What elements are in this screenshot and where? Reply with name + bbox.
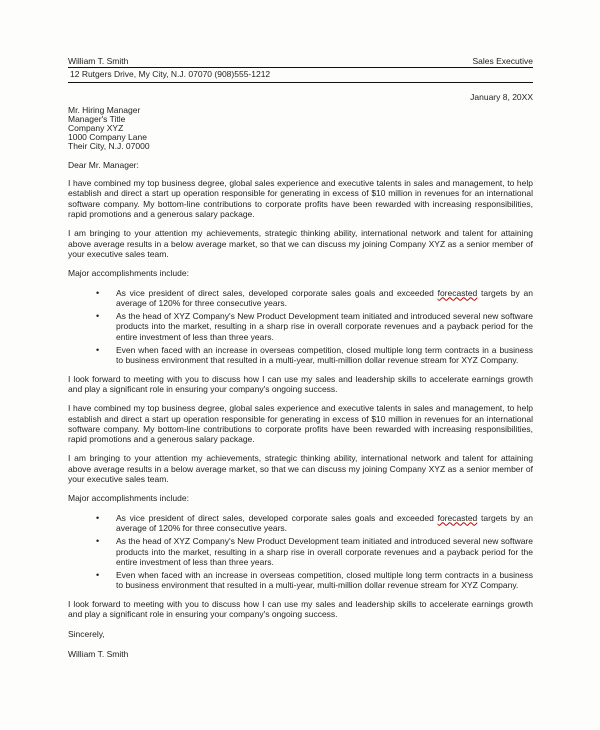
bullet-text-fragment: targets by an average of 120% for three consecutive years. <box>116 287 533 308</box>
accomplishment-text: Even when faced with an increase in overseas competition, closed multiple long term contracts in a business to business environment that resulted in a multi-year, multi-million dollar revenue stream for XYZ Company. <box>116 345 533 366</box>
accomplishments-list <box>68 288 533 366</box>
recipient-line: Manager's Title <box>68 113 126 124</box>
recipient-block <box>68 106 533 151</box>
letter-body-section-1 <box>68 178 533 394</box>
salutation: Dear Mr. Manager: <box>68 159 139 170</box>
recipient-line: Mr. Hiring Manager <box>68 104 141 115</box>
letterhead <box>68 56 533 83</box>
bullet-icon: • <box>96 287 100 298</box>
sender-address-line: 12 Rutgers Drive, My City, N.J. 07070 (908)555-1212 <box>68 68 533 82</box>
attention-paragraph: I am bringing to your attention my achievements, strategic thinking ability, international network and talent for attaining above average results in a below average market, so that we can discuss my joining Company XYZ as a senior member of your executive sales team. <box>68 453 533 485</box>
sender-job-title: Sales Executive <box>472 56 533 66</box>
closing-paragraph: I look forward to meeting with you to discuss how I can use my sales and leadership skills to accelerate earnings growth and play a significant role in ensuring your company's ongoing success. <box>68 598 533 619</box>
list-item <box>68 536 533 567</box>
letter-body-section-2 <box>68 403 533 619</box>
spellcheck-flagged-word: forecasted <box>437 287 478 298</box>
list-item <box>68 288 533 309</box>
accomplishments-heading: Major accomplishments include: <box>68 268 189 279</box>
letterhead-top-row <box>68 56 533 68</box>
accomplishments-heading: Major accomplishments include: <box>68 493 189 504</box>
recipient-line: 1000 Company Lane <box>68 131 147 142</box>
bullet-text-fragment: targets by an average of 120% for three consecutive years. <box>116 512 533 533</box>
complimentary-close: Sincerely, <box>68 629 105 640</box>
accomplishment-text: As the head of XYZ Company's New Product Development team initiated and introduced several new software products into the market, resulting in a sharp rise in overall corporate revenues and a payback period for the entire investment of less than three years. <box>116 311 533 342</box>
bullet-icon: • <box>96 345 100 356</box>
attention-paragraph: I am bringing to your attention my achievements, strategic thinking ability, international network and talent for attaining above average results in a below average market, so that we can discuss my joining Company XYZ as a senior member of your executive sales team. <box>68 228 533 259</box>
accomplishment-text: As the head of XYZ Company's New Product Development team initiated and introduced several new software products into the market, resulting in a sharp rise in overall corporate revenues and a payback period for the entire investment of less than three years. <box>116 536 533 567</box>
list-item <box>68 570 533 591</box>
bullet-icon: • <box>96 570 100 581</box>
bullet-text-fragment: As vice president of direct sales, developed corporate sales goals and exceeded <box>116 287 438 298</box>
list-item <box>68 311 533 342</box>
sender-name: William T. Smith <box>68 56 129 66</box>
bullet-icon: • <box>96 512 100 523</box>
bullet-icon: • <box>96 311 100 322</box>
intro-paragraph: I have combined my top business degree, global sales experience and executive talents in sales and management, to help establish and direct a start up operation responsible for generating in excess of $10 million in revenues for an international software company. My bottom-line contributions to corporate profits have been rewarded with increasing responsibilities, rapid promotions and a generous salary package. <box>68 178 533 220</box>
closing-paragraph: I look forward to meeting with you to discuss how I can use my sales and leadership skills to accelerate earnings growth and play a significant role in ensuring your company's ongoing success. <box>68 373 533 394</box>
accomplishment-text <box>116 288 533 309</box>
intro-paragraph: I have combined my top business degree, global sales experience and executive talents in sales and management, to help establish and direct a start up operation responsible for generating in excess of $10 million in revenues for an international software company. My bottom-line contributions to corporate profits have been rewarded with increasing responsibilities, rapid promotions and a generous salary package. <box>68 403 533 445</box>
accomplishments-list <box>68 513 533 591</box>
signature-name: William T. Smith <box>68 648 129 659</box>
bullet-icon: • <box>96 536 100 547</box>
letter-date: January 8, 20XX <box>470 91 533 102</box>
spellcheck-flagged-word: forecasted <box>437 512 478 523</box>
recipient-line: Company XYZ <box>68 122 124 133</box>
bullet-text-fragment: As vice president of direct sales, developed corporate sales goals and exceeded <box>116 512 438 523</box>
accomplishment-text: Even when faced with an increase in overseas competition, closed multiple long term contracts in a business to business environment that resulted in a multi-year, multi-million dollar revenue stream for XYZ Company. <box>116 570 533 591</box>
list-item <box>68 513 533 534</box>
list-item <box>68 345 533 366</box>
recipient-line: Their City, N.J. 07000 <box>68 140 150 151</box>
accomplishment-text <box>116 513 533 534</box>
